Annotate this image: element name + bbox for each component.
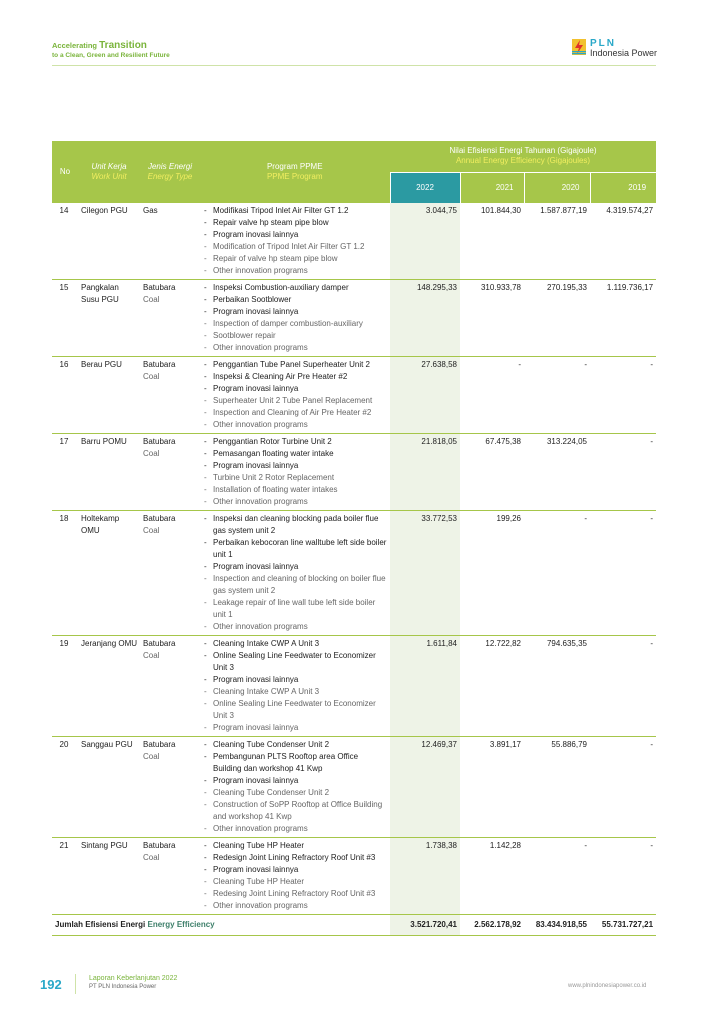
program-item-en: - Inspection and cleaning of blocking on boiler flue gas system unit 2	[203, 573, 388, 597]
value-2022: 21.818,05	[390, 434, 460, 511]
footer-divider	[75, 974, 76, 994]
footer-url: www.plnindonesiapower.co.id	[568, 983, 647, 989]
program-item-id: - Program inovasi lainnya	[203, 460, 388, 472]
program-item-en: - Cleaning Tube Condenser Unit 2	[203, 787, 388, 799]
program-item-id: - Pembangunan PLTS Rooftop area Office Building dan workshop 41 Kwp	[203, 751, 388, 775]
row-program	[200, 280, 390, 357]
col-2022-header: 2022	[390, 172, 460, 203]
program-item-en: - Construction of SoPP Rooftop at Office Building and workshop 41 Kwp	[203, 799, 388, 823]
value-2019: 1.119.736,17	[590, 280, 656, 357]
value-2020: 313.224,05	[524, 434, 590, 511]
program-item-en: - Cleaning Intake CWP A Unit 3	[203, 686, 388, 698]
value-2019: -	[590, 636, 656, 737]
energy-type-en: Coal	[143, 526, 160, 535]
value-2021: 310.933,78	[460, 280, 524, 357]
total-label-id: Jumlah Efisiensi Energi	[55, 920, 146, 929]
program-item-en: - Redesing Joint Lining Refractory Roof Unit #3	[203, 888, 388, 900]
row-work-unit: Jeranjang OMU	[78, 636, 140, 737]
value-2022: 1.611,84	[390, 636, 460, 737]
table-row	[52, 203, 656, 280]
value-2022: 12.469,37	[390, 737, 460, 838]
program-item-id: - Cleaning Tube HP Heater	[203, 840, 388, 852]
table-row	[52, 511, 656, 636]
program-item-id: - Cleaning Intake CWP A Unit 3	[203, 638, 388, 650]
program-item-id: - Inspeksi dan cleaning blocking pada boiler flue gas system unit 2	[203, 513, 388, 537]
program-list	[203, 638, 388, 734]
program-item-en: - Program inovasi lainnya	[203, 722, 388, 734]
value-2020: -	[524, 357, 590, 434]
value-2020: 55.886,79	[524, 737, 590, 838]
program-item-en: - Repair of valve hp steam pipe blow	[203, 253, 388, 265]
value-2022: 27.638,58	[390, 357, 460, 434]
value-2022: 33.772,53	[390, 511, 460, 636]
value-2019: -	[590, 357, 656, 434]
row-work-unit: Pangkalan Susu PGU	[78, 280, 140, 357]
table-body	[52, 203, 656, 936]
program-item-id: - Perbaikan Sootblower	[203, 294, 388, 306]
col-2020-header: 2020	[524, 172, 590, 203]
value-2020: 270.195,33	[524, 280, 590, 357]
table-row	[52, 636, 656, 737]
program-item-id: - Modifikasi Tripod Inlet Air Filter GT 1.2	[203, 205, 388, 217]
program-list	[203, 436, 388, 508]
col-no-header: No	[52, 141, 78, 203]
program-item-en: - Turbine Unit 2 Rotor Replacement	[203, 472, 388, 484]
program-list	[203, 205, 388, 277]
program-item-en: - Installation of floating water intakes	[203, 484, 388, 496]
value-2020: -	[524, 838, 590, 915]
row-program	[200, 737, 390, 838]
table-row	[52, 357, 656, 434]
col-type-header: Jenis Energi Energy Type	[140, 141, 200, 203]
energy-efficiency-table	[52, 141, 656, 936]
pln-logo	[572, 39, 657, 58]
value-2020: 1.587.877,19	[524, 203, 590, 280]
energy-type-id: Batubara	[143, 360, 176, 369]
program-item-id: - Inspeksi Combustion-auxiliary damper	[203, 282, 388, 294]
row-program	[200, 357, 390, 434]
energy-type-en: Coal	[143, 651, 160, 660]
value-2019: 4.319.574,27	[590, 203, 656, 280]
program-item-en: - Inspection of damper combustion-auxiliary	[203, 318, 388, 330]
value-2019: -	[590, 511, 656, 636]
total-label	[52, 915, 390, 936]
energy-type-id: Batubara	[143, 639, 176, 648]
row-work-unit: Cilegon PGU	[78, 203, 140, 280]
program-item-id: - Cleaning Tube Condenser Unit 2	[203, 739, 388, 751]
energy-type-id: Batubara	[143, 437, 176, 446]
row-no: 14	[52, 203, 78, 280]
energy-type-id: Batubara	[143, 283, 176, 292]
row-no: 19	[52, 636, 78, 737]
program-item-id: - Pemasangan floating water intake	[203, 448, 388, 460]
report-tagline	[52, 40, 170, 59]
value-2021: 12.722,82	[460, 636, 524, 737]
row-work-unit: Sintang PGU	[78, 838, 140, 915]
value-2019: -	[590, 434, 656, 511]
tagline-line2: to a Clean, Green and Resilient Future	[52, 51, 170, 59]
energy-type-en: Coal	[143, 449, 160, 458]
pln-lightning-icon	[572, 39, 586, 55]
program-item-id: - Repair valve hp steam pipe blow	[203, 217, 388, 229]
table-row	[52, 434, 656, 511]
row-energy-type	[140, 357, 200, 434]
program-item-id: - Program inovasi lainnya	[203, 306, 388, 318]
energy-type-id: Batubara	[143, 841, 176, 850]
program-item-id: - Program inovasi lainnya	[203, 561, 388, 573]
col-program-header: Program PPME PPME Program	[200, 141, 390, 203]
page-number: 192	[40, 977, 62, 992]
energy-type-id: Batubara	[143, 514, 176, 523]
value-2022: 148.295,33	[390, 280, 460, 357]
value-2019: -	[590, 737, 656, 838]
total-2020: 83.434.918,55	[524, 915, 590, 936]
row-program	[200, 434, 390, 511]
program-item-id: - Redesign Joint Lining Refractory Roof Unit #3	[203, 852, 388, 864]
header-divider	[52, 65, 656, 66]
program-item-en: - Inspection and Cleaning of Air Pre Heater #2	[203, 407, 388, 419]
row-work-unit: Sanggau PGU	[78, 737, 140, 838]
program-item-en: - Online Sealing Line Feedwater to Economizer Unit 3	[203, 698, 388, 722]
total-label-en: Energy Efficiency	[147, 920, 215, 929]
table-row	[52, 280, 656, 357]
row-work-unit: Berau PGU	[78, 357, 140, 434]
program-item-id: - Penggantian Rotor Turbine Unit 2	[203, 436, 388, 448]
program-item-id: - Inspeksi & Cleaning Air Pre Heater #2	[203, 371, 388, 383]
col-efficiency-header: Nilai Efisiensi Energi Tahunan (Gigajoule) Annual Energy Efficiency (Gigajoules)	[390, 141, 656, 172]
program-item-en: - Other innovation programs	[203, 900, 388, 912]
energy-type-en: Coal	[143, 295, 160, 304]
row-energy-type	[140, 203, 200, 280]
value-2019: -	[590, 838, 656, 915]
program-item-en: - Other innovation programs	[203, 265, 388, 277]
value-2021: 67.475,38	[460, 434, 524, 511]
row-energy-type	[140, 737, 200, 838]
row-no: 18	[52, 511, 78, 636]
logo-brand: PLN	[590, 38, 616, 49]
row-no: 20	[52, 737, 78, 838]
program-item-en: - Cleaning Tube HP Heater	[203, 876, 388, 888]
program-list	[203, 359, 388, 431]
col-2021-header: 2021	[460, 172, 524, 203]
energy-type-en: Coal	[143, 752, 160, 761]
row-no: 17	[52, 434, 78, 511]
table-row	[52, 737, 656, 838]
value-2021: 199,26	[460, 511, 524, 636]
energy-type-id: Batubara	[143, 740, 176, 749]
row-energy-type	[140, 511, 200, 636]
program-list	[203, 513, 388, 633]
program-item-en: - Modification of Tripod Inlet Air Filter GT 1.2	[203, 241, 388, 253]
row-energy-type	[140, 434, 200, 511]
row-program	[200, 838, 390, 915]
program-item-en: - Other innovation programs	[203, 496, 388, 508]
tagline-word: Transition	[99, 40, 147, 51]
row-program	[200, 511, 390, 636]
logo-subtitle: Indonesia Power	[590, 48, 658, 58]
total-2022: 3.521.720,41	[390, 915, 460, 936]
footer-company: PT PLN Indonesia Power	[89, 983, 157, 990]
program-item-id: - Program inovasi lainnya	[203, 229, 388, 241]
col-2019-header: 2019	[590, 172, 656, 203]
row-program	[200, 203, 390, 280]
row-no: 21	[52, 838, 78, 915]
program-item-id: - Program inovasi lainnya	[203, 383, 388, 395]
value-2021: -	[460, 357, 524, 434]
row-energy-type	[140, 280, 200, 357]
program-item-en: - Other innovation programs	[203, 419, 388, 431]
row-work-unit: Holtekamp OMU	[78, 511, 140, 636]
col-unit-header: Unit Kerja Work Unit	[78, 141, 140, 203]
program-item-id: - Online Sealing Line Feedwater to Economizer Unit 3	[203, 650, 388, 674]
row-energy-type	[140, 636, 200, 737]
value-2022: 1.738,38	[390, 838, 460, 915]
program-item-id: - Program inovasi lainnya	[203, 775, 388, 787]
total-2021: 2.562.178,92	[460, 915, 524, 936]
tagline-prefix: Accelerating	[52, 41, 98, 50]
program-list	[203, 282, 388, 354]
total-row	[52, 915, 656, 936]
energy-type-en: Coal	[143, 853, 160, 862]
program-item-en: - Leakage repair of line wall tube left side boiler unit 1	[203, 597, 388, 621]
table-row	[52, 838, 656, 915]
row-work-unit: Barru POMU	[78, 434, 140, 511]
footer-title	[89, 975, 177, 991]
energy-type-id: Gas	[143, 206, 158, 215]
program-item-en: - Other innovation programs	[203, 621, 388, 633]
program-list	[203, 840, 388, 912]
program-item-en: - Sootblower repair	[203, 330, 388, 342]
row-program	[200, 636, 390, 737]
program-item-id: - Penggantian Tube Panel Superheater Unit 2	[203, 359, 388, 371]
program-item-en: - Superheater Unit 2 Tube Panel Replacement	[203, 395, 388, 407]
row-energy-type	[140, 838, 200, 915]
footer-report-title: Laporan Keberlanjutan 2022	[89, 975, 178, 982]
program-item-en: - Other innovation programs	[203, 823, 388, 835]
program-item-id: - Program inovasi lainnya	[203, 674, 388, 686]
program-item-id: - Program inovasi lainnya	[203, 864, 388, 876]
row-no: 15	[52, 280, 78, 357]
value-2022: 3.044,75	[390, 203, 460, 280]
program-item-en: - Other innovation programs	[203, 342, 388, 354]
program-item-id: - Perbaikan kebocoran line walltube left side boiler unit 1	[203, 537, 388, 561]
total-2019: 55.731.727,21	[590, 915, 656, 936]
value-2021: 3.891,17	[460, 737, 524, 838]
row-no: 16	[52, 357, 78, 434]
value-2020: -	[524, 511, 590, 636]
value-2021: 101.844,30	[460, 203, 524, 280]
value-2020: 794.635,35	[524, 636, 590, 737]
value-2021: 1.142,28	[460, 838, 524, 915]
energy-type-en: Coal	[143, 372, 160, 381]
program-list	[203, 739, 388, 835]
